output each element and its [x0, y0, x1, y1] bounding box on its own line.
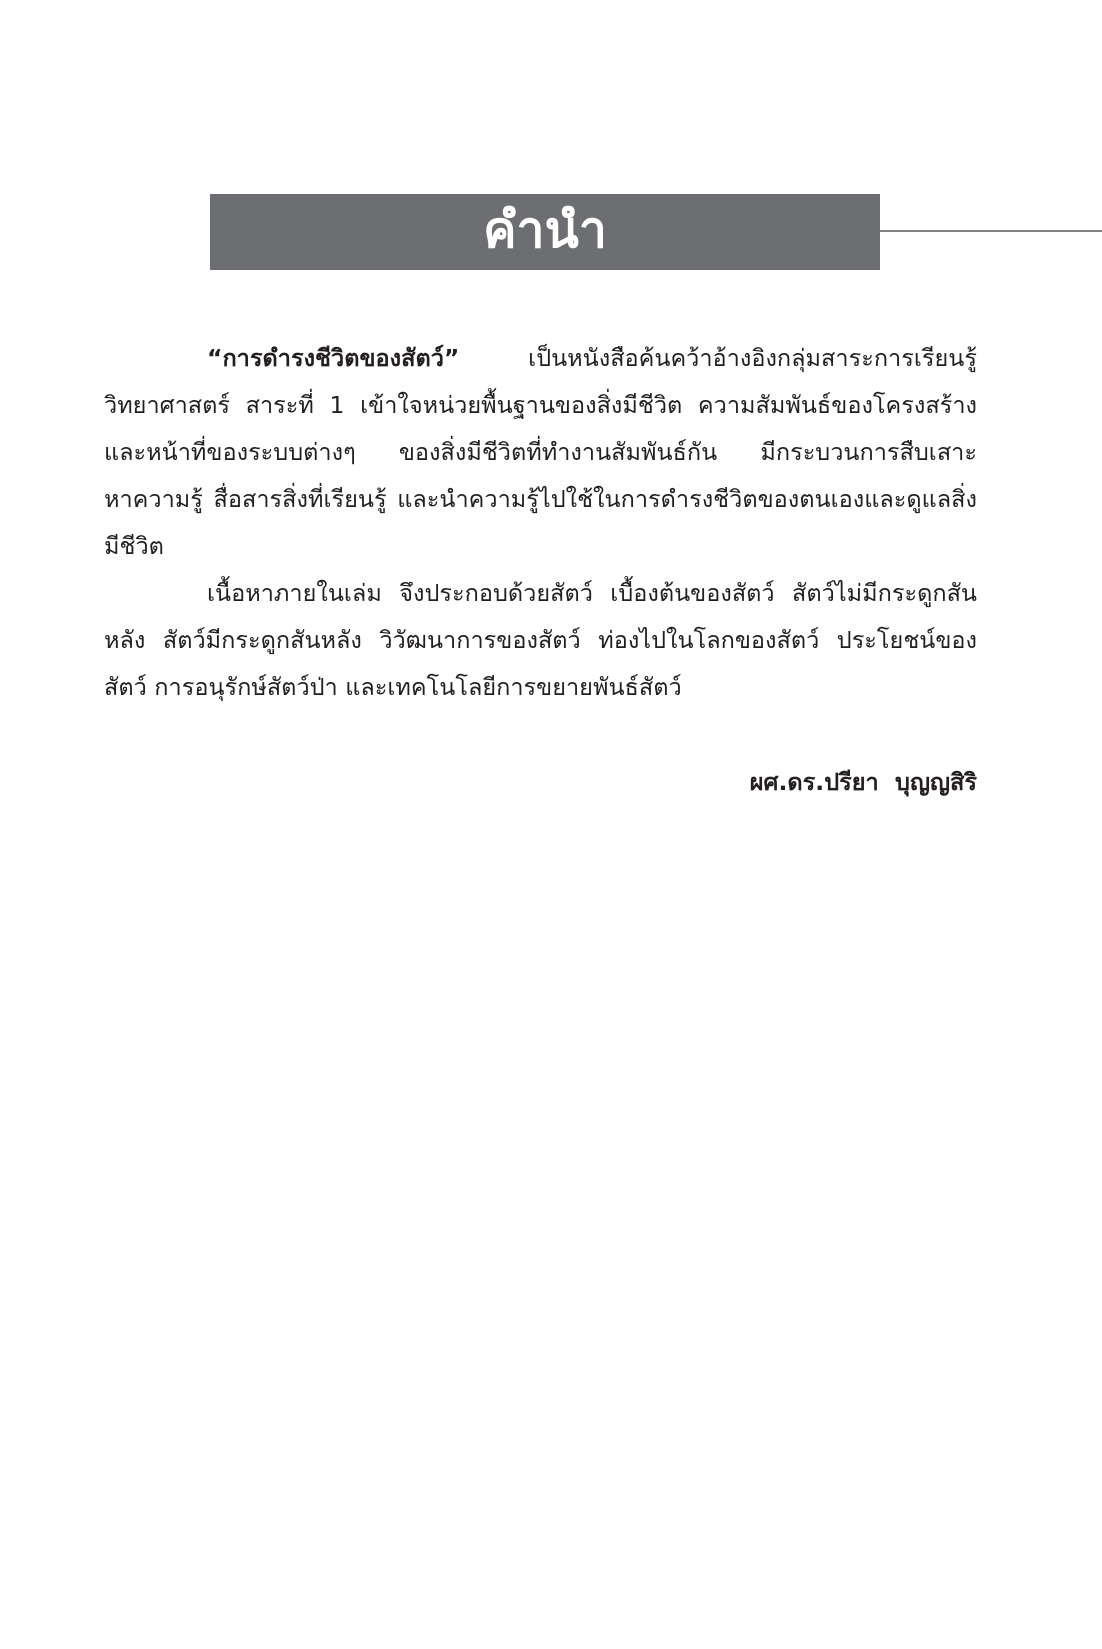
heading-rule [880, 230, 1102, 232]
paragraph-1-text: เป็นหนังสือค้นคว้าอ้างอิงกลุ่มสาระการเรียนรู้วิทยาศาสตร์ สาระที่ 1 เข้าใจหน่วยพื้นฐานของสิ่งมีชีวิต ความสัมพันธ์ของโครงสร้างและหน้าที่ของระบบต่างๆ ของสิ่งมีชีวิตที่ทำงานสัมพันธ์กัน มีกระบวนการสืบเสาะหาความรู้ สื่อสารสิ่งที่เรียนรู้ และนำความรู้ไปใช้ในการดำรงชีวิตของตนเองและดูแลสิ่งมีชีวิต [104, 344, 977, 560]
paragraph-1 [104, 335, 977, 570]
heading-band [210, 194, 880, 270]
foreword-body [104, 335, 977, 711]
paragraph-2 [104, 570, 977, 711]
paragraph-2-text: เนื้อหาภายในเล่ม จึงประกอบด้วยสัตว์ เบื้องต้นของสัตว์ สัตว์ไม่มีกระดูกสันหลัง สัตว์มีกระดูกสันหลัง วิวัฒนาการของสัตว์ ท่องไปในโลกของสัตว์ ประโยชน์ของสัตว์ การอนุรักษ์สัตว์ป่า และเทคโนโลยีการขยายพันธ์สัตว์ [104, 579, 977, 701]
author-name: ผศ.ดร.ปรียา บุญญสิริ [749, 768, 977, 796]
page-title: คำนำ [483, 201, 607, 259]
book-title: “การดำรงชีวิตของสัตว์” [207, 344, 460, 372]
